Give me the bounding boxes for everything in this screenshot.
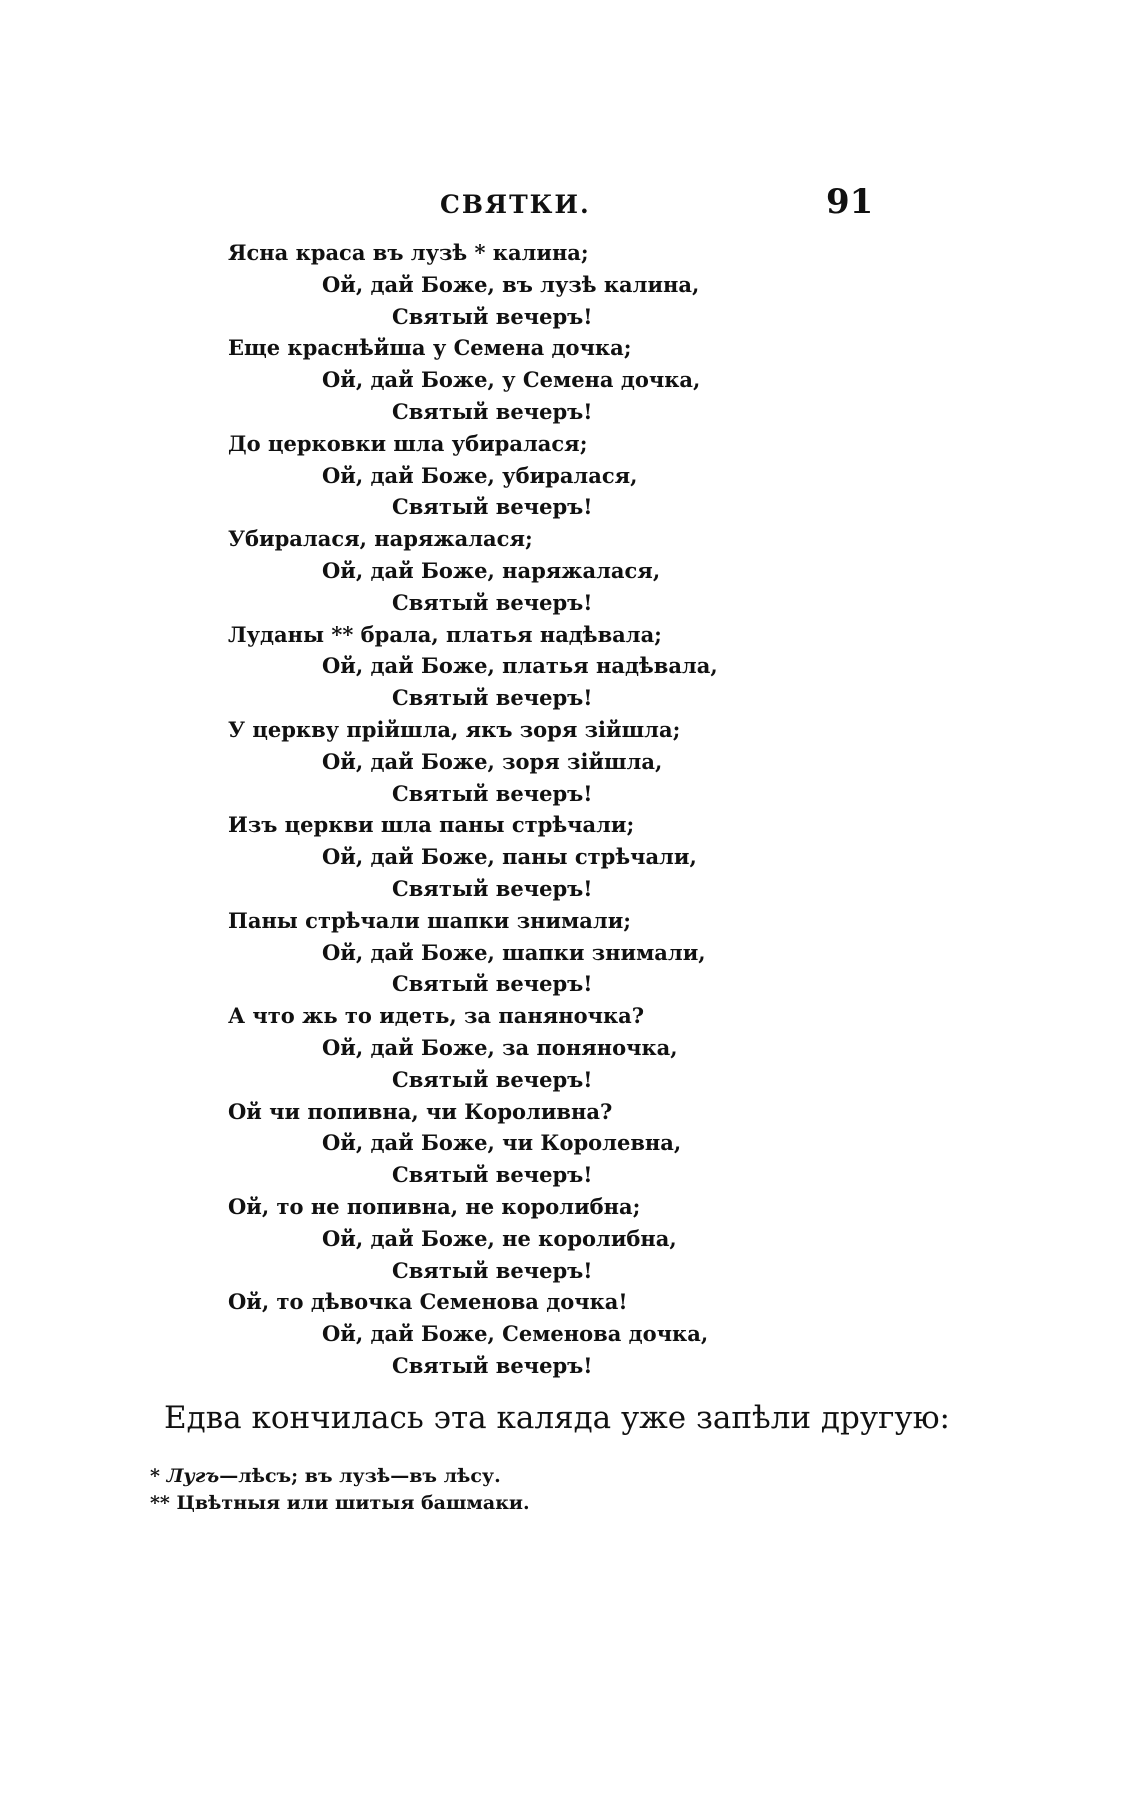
footnote-text: —лѣсъ; въ лузѣ—въ лѣсу. xyxy=(219,1465,501,1487)
refrain-line: Святый вечеръ! xyxy=(392,399,593,424)
response-line: Ой, дай Боже, наряжалася, xyxy=(322,558,661,583)
response-line: Ой, дай Боже, платья надѣвала, xyxy=(322,653,718,679)
refrain-line: Святый вечеръ! xyxy=(392,685,593,711)
response-line: Ой, дай Боже, у Семена дочка, xyxy=(322,367,701,393)
footnote-term: Лугъ xyxy=(166,1465,220,1487)
refrain-line: Святый вечеръ! xyxy=(392,1066,593,1092)
response-line: Ой, дай Боже, не королибна, xyxy=(322,1225,677,1251)
verse-line: Ой, то не попивна, не королибна; xyxy=(228,1194,641,1219)
continuation-sentence: Едва кончилась эта каляда уже запѣли другую: xyxy=(164,1400,951,1436)
refrain-line: Святый вечеръ! xyxy=(392,1257,593,1283)
response-line: Ой, дай Боже, чи Королевна, xyxy=(322,1130,682,1156)
response-line: Ой, дай Боже, Семенова дочка, xyxy=(322,1321,709,1347)
footnote-mark: * xyxy=(150,1465,160,1487)
refrain-line: Святый вечеръ! xyxy=(392,780,593,806)
footnote-mark: ** xyxy=(150,1492,170,1514)
verse-line: Ой чи попивна, чи Короливна? xyxy=(228,1098,613,1124)
response-line: Ой, дай Боже, въ лузѣ калина, xyxy=(322,271,700,297)
running-header: СВЯТКИ. xyxy=(440,190,591,219)
verse-line: Паны стрѣчали шапки знимали; xyxy=(228,907,632,933)
verse-line: Луданы ** брала, платья надѣвала; xyxy=(228,621,662,647)
verse-line: Изъ церкви шла паны стрѣчали; xyxy=(228,812,635,838)
refrain-line: Святый вечеръ! xyxy=(392,971,593,997)
verse-line: Ясна краса въ лузѣ * калина; xyxy=(228,240,589,265)
response-line: Ой, дай Боже, паны стрѣчали, xyxy=(322,844,697,870)
verse-line: Убиралася, наряжалася; xyxy=(228,526,533,552)
verse-line: А что жь то идеть, за паняночка? xyxy=(228,1003,645,1029)
refrain-line: Святый вечеръ! xyxy=(392,494,593,520)
response-line: Ой, дай Боже, зоря зійшла, xyxy=(322,748,663,774)
verse-line: У церкву прійшла, якъ зоря зійшла; xyxy=(228,717,681,742)
footnote-1 xyxy=(150,1463,530,1490)
page-number: 91 xyxy=(826,182,874,222)
verse-line: До церковки шла убиралася; xyxy=(228,430,588,456)
refrain-line: Святый вечеръ! xyxy=(392,1162,593,1188)
footnotes xyxy=(150,1463,530,1517)
refrain-line: Святый вечеръ! xyxy=(392,1353,593,1378)
footnote-text: Цвѣтныя или шитыя башмаки. xyxy=(176,1492,530,1514)
response-line: Ой, дай Боже, убиралася, xyxy=(322,462,638,488)
response-line: Ой, дай Боже, за поняночка, xyxy=(322,1035,678,1060)
verse-line: Еще краснѣйша у Семена дочка; xyxy=(228,335,632,361)
verse-line: Ой, то дѣвочка Семенова дочка! xyxy=(228,1289,628,1315)
refrain-line: Святый вечеръ! xyxy=(392,589,593,615)
response-line: Ой, дай Боже, шапки знимали, xyxy=(322,939,706,965)
refrain-line: Святый вечеръ! xyxy=(392,303,593,329)
refrain-line: Святый вечеръ! xyxy=(392,876,593,901)
footnote-2 xyxy=(150,1490,530,1517)
